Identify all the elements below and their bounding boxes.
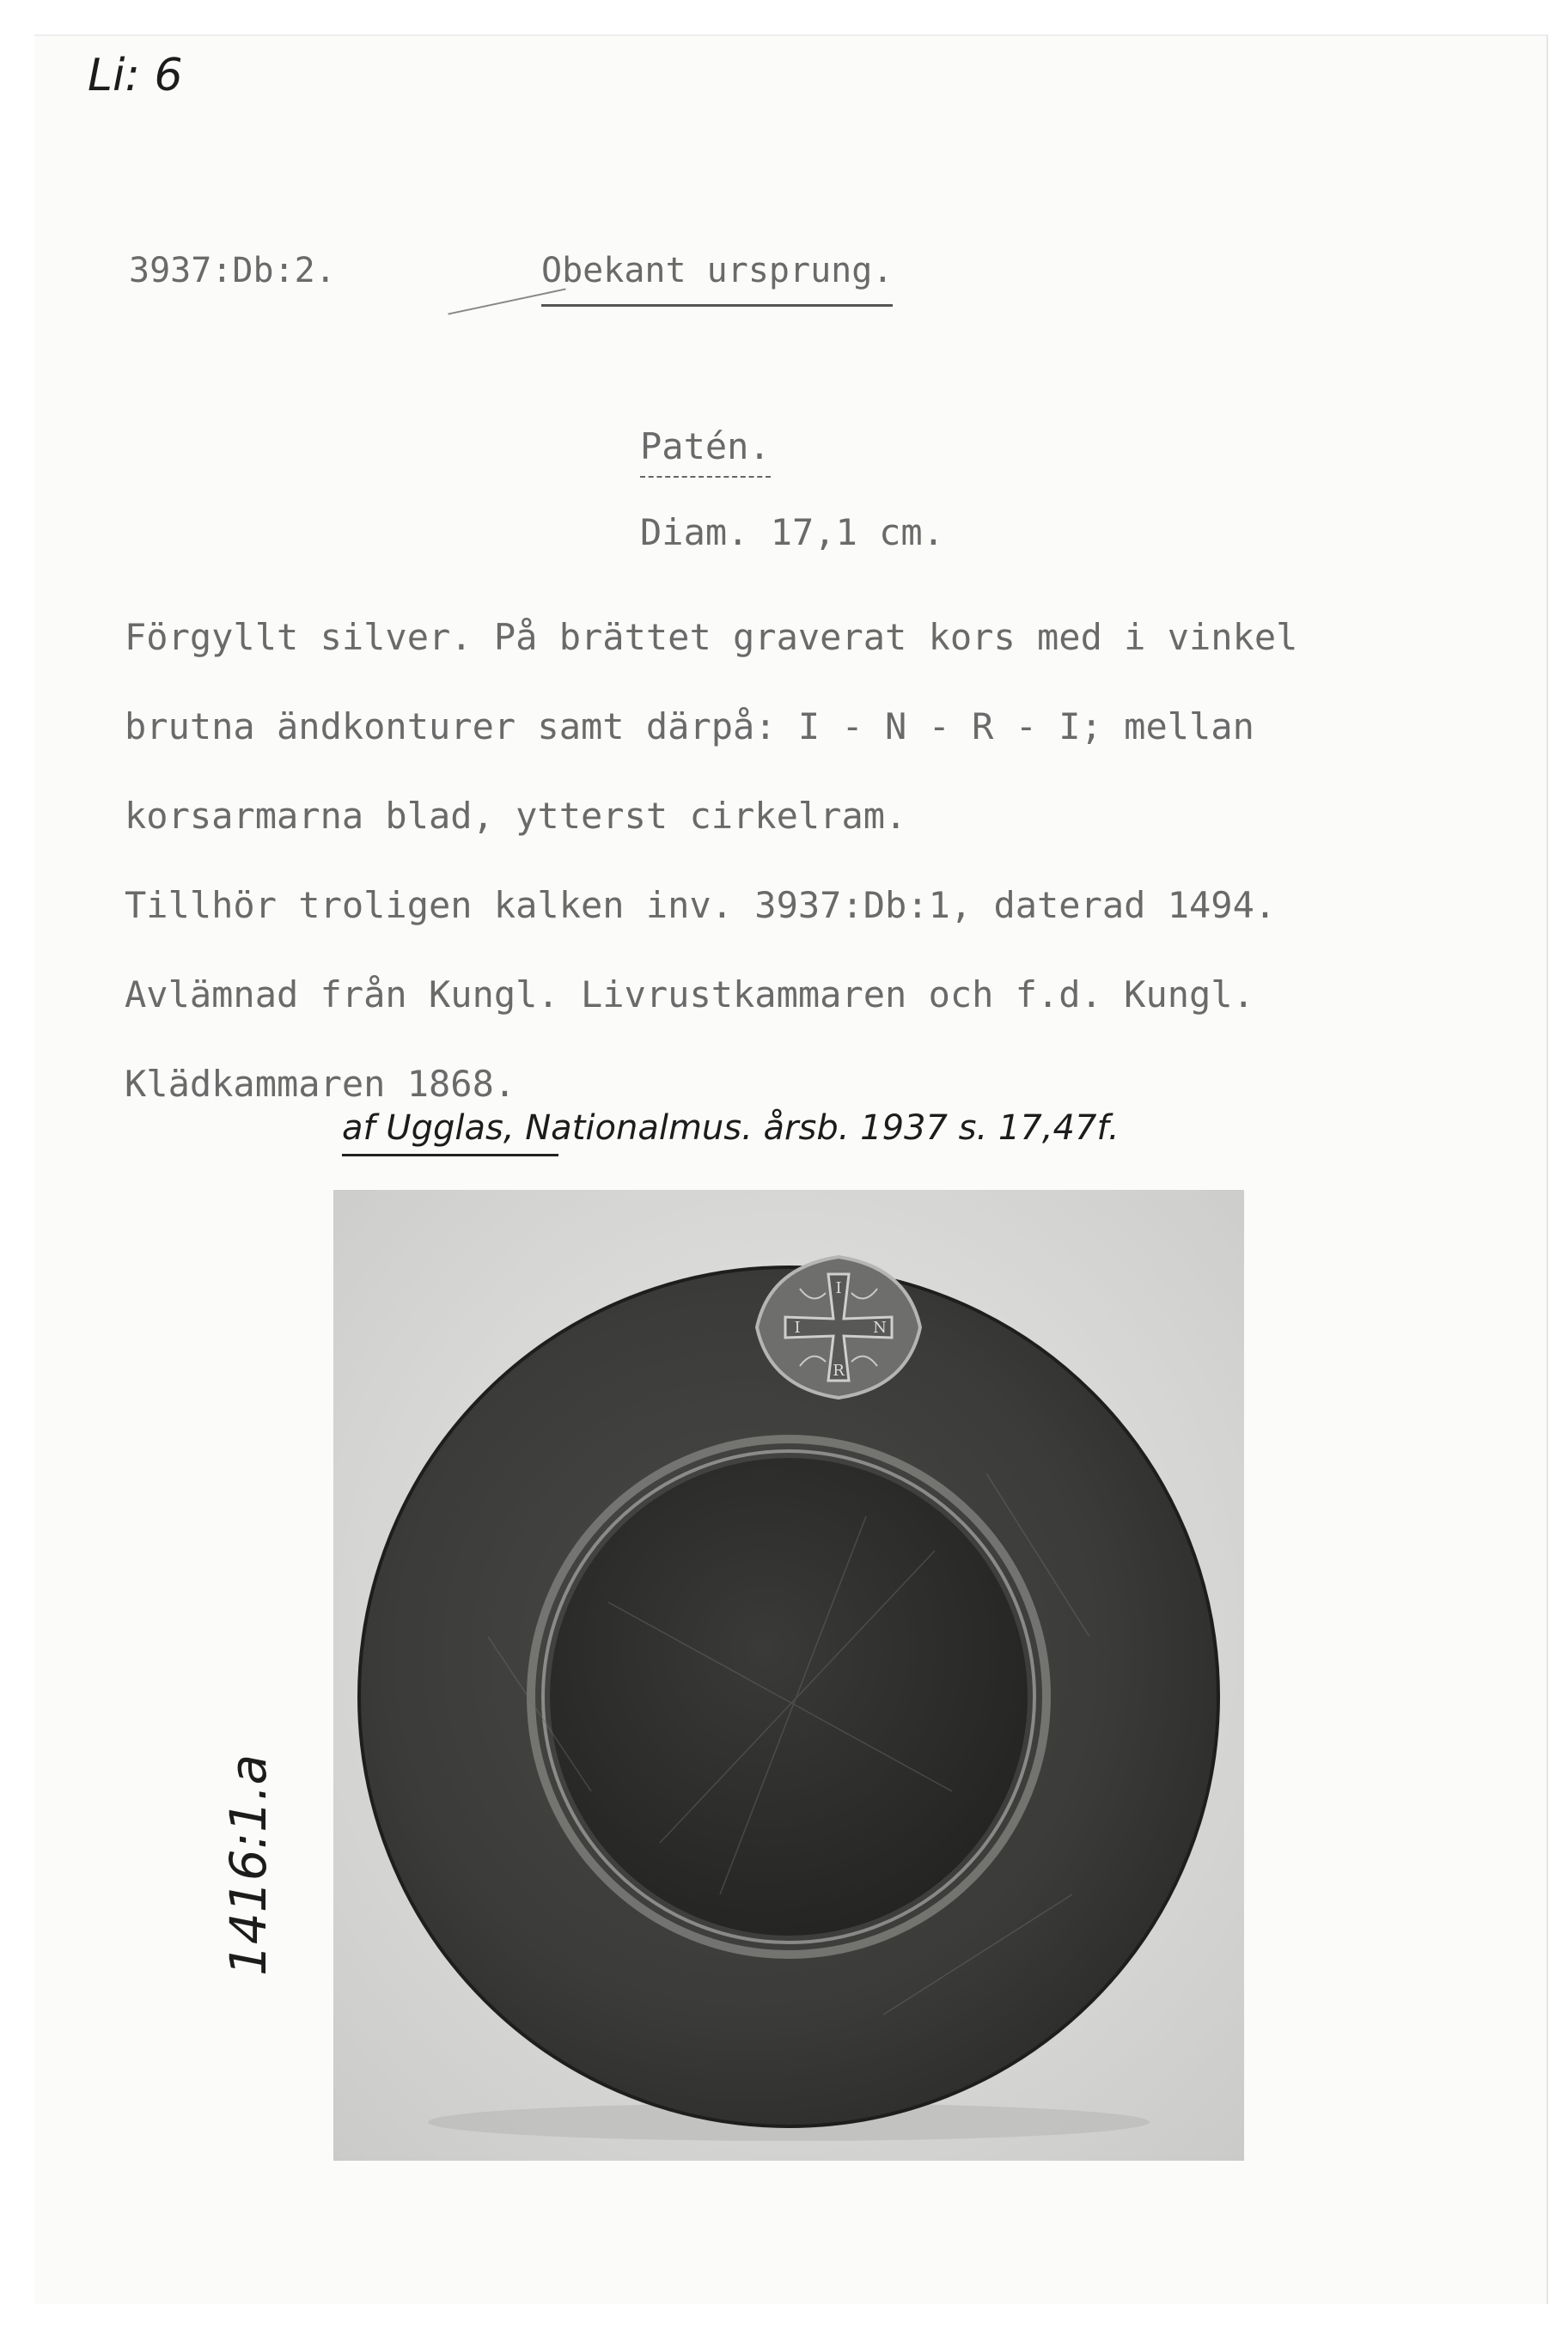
- medallion-letter-right: N: [873, 1319, 887, 1337]
- reference-note: af Ugglas, Nationalmus. årsb. 1937 s. 17,47f.: [342, 1108, 1120, 1148]
- paten-well: [550, 1458, 1028, 1936]
- medallion-letter-top: I: [835, 1279, 842, 1297]
- corner-note: Li: 6: [88, 50, 183, 101]
- paten-image: [333, 1190, 1244, 2161]
- description-line: korsarmarna blad, ytterst cirkelram.: [125, 795, 907, 837]
- inventory-number: 3937:Db:2.: [129, 251, 336, 290]
- description-block: [125, 593, 1534, 1129]
- description-line: brutna ändkonturer samt därpå: I - N - R - I; mellan: [125, 705, 1254, 747]
- object-dimensions: Diam. 17,1 cm.: [640, 511, 945, 553]
- origin-heading: Obekant ursprung.: [541, 251, 893, 307]
- description-line: Klädkammaren 1868.: [125, 1063, 516, 1105]
- object-title: Patén.: [640, 425, 771, 478]
- description-line: Tillhör troligen kalken inv. 3937:Db:1, daterad 1494.: [125, 884, 1277, 926]
- medallion-letter-left: I: [794, 1319, 801, 1337]
- description-line: Avlämnad från Kungl. Livrustkammaren och f.d. Kungl.: [125, 973, 1254, 1015]
- paten-photograph: [333, 1190, 1244, 2161]
- reference-underline: [342, 1154, 558, 1156]
- medallion-letter-bottom: R: [833, 1362, 845, 1380]
- photo-side-note: 1416:1.a: [219, 1753, 278, 1976]
- description-line: Förgyllt silver. På brättet graverat kors med i vinkel: [125, 616, 1298, 658]
